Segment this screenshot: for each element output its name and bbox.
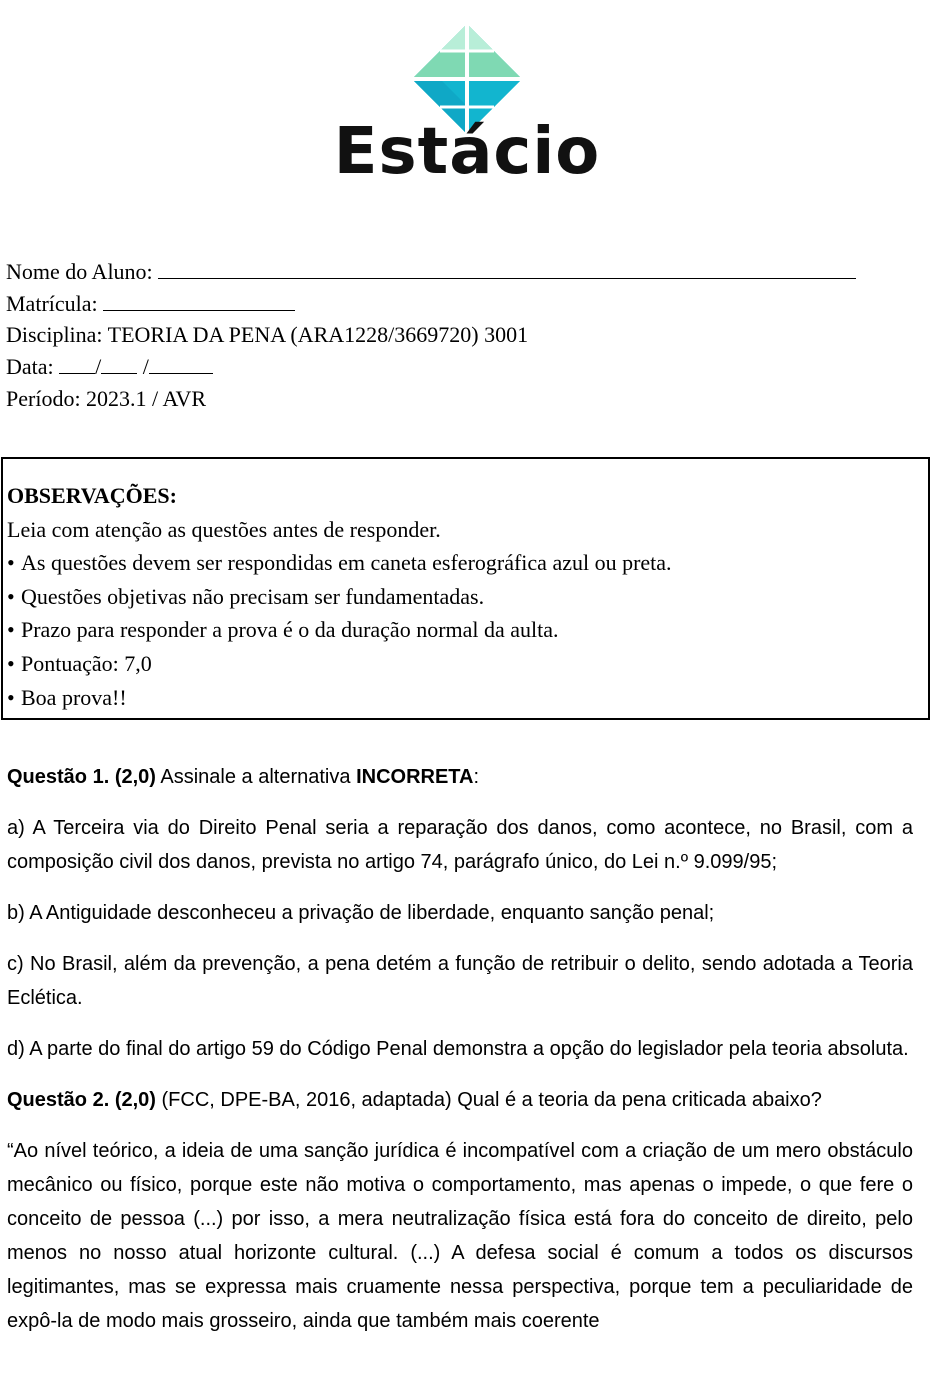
questao1-option-b: b) A Antiguidade desconheceu a privação de liberdade, enquanto sanção penal; [7,902,715,924]
data-month-field[interactable] [101,357,137,374]
observacoes-title: OBSERVAÇÕES: [7,483,177,508]
bullet-icon: • [7,684,15,710]
data-sep1: / [95,354,102,380]
bullet-icon: • [7,617,15,643]
logo-wordmark: Estácio [333,115,601,189]
list-item: • Pontuação: 7,0 [7,647,928,681]
bullet-icon: • [7,650,15,676]
questao1-heading: Questão 1. (2,0) Assinale a alternativa INCORRETA: [7,766,480,788]
list-item: • As questões devem ser respondidas em caneta esferográfica azul ou preta. [7,546,928,580]
list-item: • Boa prova!! [7,681,928,715]
data-line [6,351,856,383]
questao1-incorreta: INCORRETA [356,766,474,788]
matricula-label: Matrícula: [6,290,98,316]
student-info [6,256,856,415]
periodo-line: Período: 2023.1 / AVR [6,385,207,411]
questao1-option-c: c) No Brasil, além da prevenção, a pena detém a função de retribuir o delito, sendo adotada a Teoria Eclética. [7,953,913,1009]
observacoes-intro: Leia com atenção as questões antes de responder. [7,516,441,542]
data-sep2: / [142,354,149,380]
observacoes-box [1,457,930,720]
nome-line [6,256,856,288]
bullet-icon: • [7,583,15,609]
nome-field[interactable] [158,262,856,279]
matricula-field[interactable] [103,294,295,311]
nome-label: Nome do Aluno: [6,259,153,284]
questao2-heading: Questão 2. (2,0) (FCC, DPE-BA, 2016, adaptada) Qual é a teoria da pena criticada abaixo? [7,1089,822,1111]
list-item: • Questões objetivas não precisam ser fundamentadas. [7,580,928,614]
questao1-label: Questão 1. (2,0) [7,766,156,788]
questao2-quote: “Ao nível teórico, a ideia de uma sanção jurídica é incompatível com a criação de um mero obstáculo mecânico ou físico, porque este não motiva o comportamento, mas apenas o impede, o que fere o conceito de pessoa (...) por isso, a mera neutralização física está fora do conceito de direito, pelo menos no nosso atual horizonte cultural. (...) A defesa social é comum a todos os discursos legitimantes, mas se expressa mais cruamente nessa perspectiva, porque tem a peculiaridade de expô-la de modo mais grosseiro, ainda que também mais coerente [7,1140,913,1332]
questao2-label: Questão 2. (2,0) [7,1089,156,1111]
bullet-icon: • [7,550,15,576]
questao1-option-a: a) A Terceira via do Direito Penal seria a reparação dos danos, como acontece, no Brasil, com a composição civil dos danos, prevista no artigo 74, parágrafo único, do Lei n.º 9.099/95; [7,817,913,873]
questao1-option-d: d) A parte do final do artigo 59 do Código Penal demonstra a opção do legislador pela teoria absoluta. [7,1038,909,1060]
data-day-field[interactable] [59,357,95,374]
questions [7,760,913,1338]
data-year-field[interactable] [149,357,213,374]
data-label: Data: [6,354,54,380]
matricula-line [6,288,856,320]
disciplina-line: Disciplina: TEORIA DA PENA (ARA1228/3669720) 3001 [6,322,529,348]
list-item: • Prazo para responder a prova é o da duração normal da aulta. [7,613,928,647]
